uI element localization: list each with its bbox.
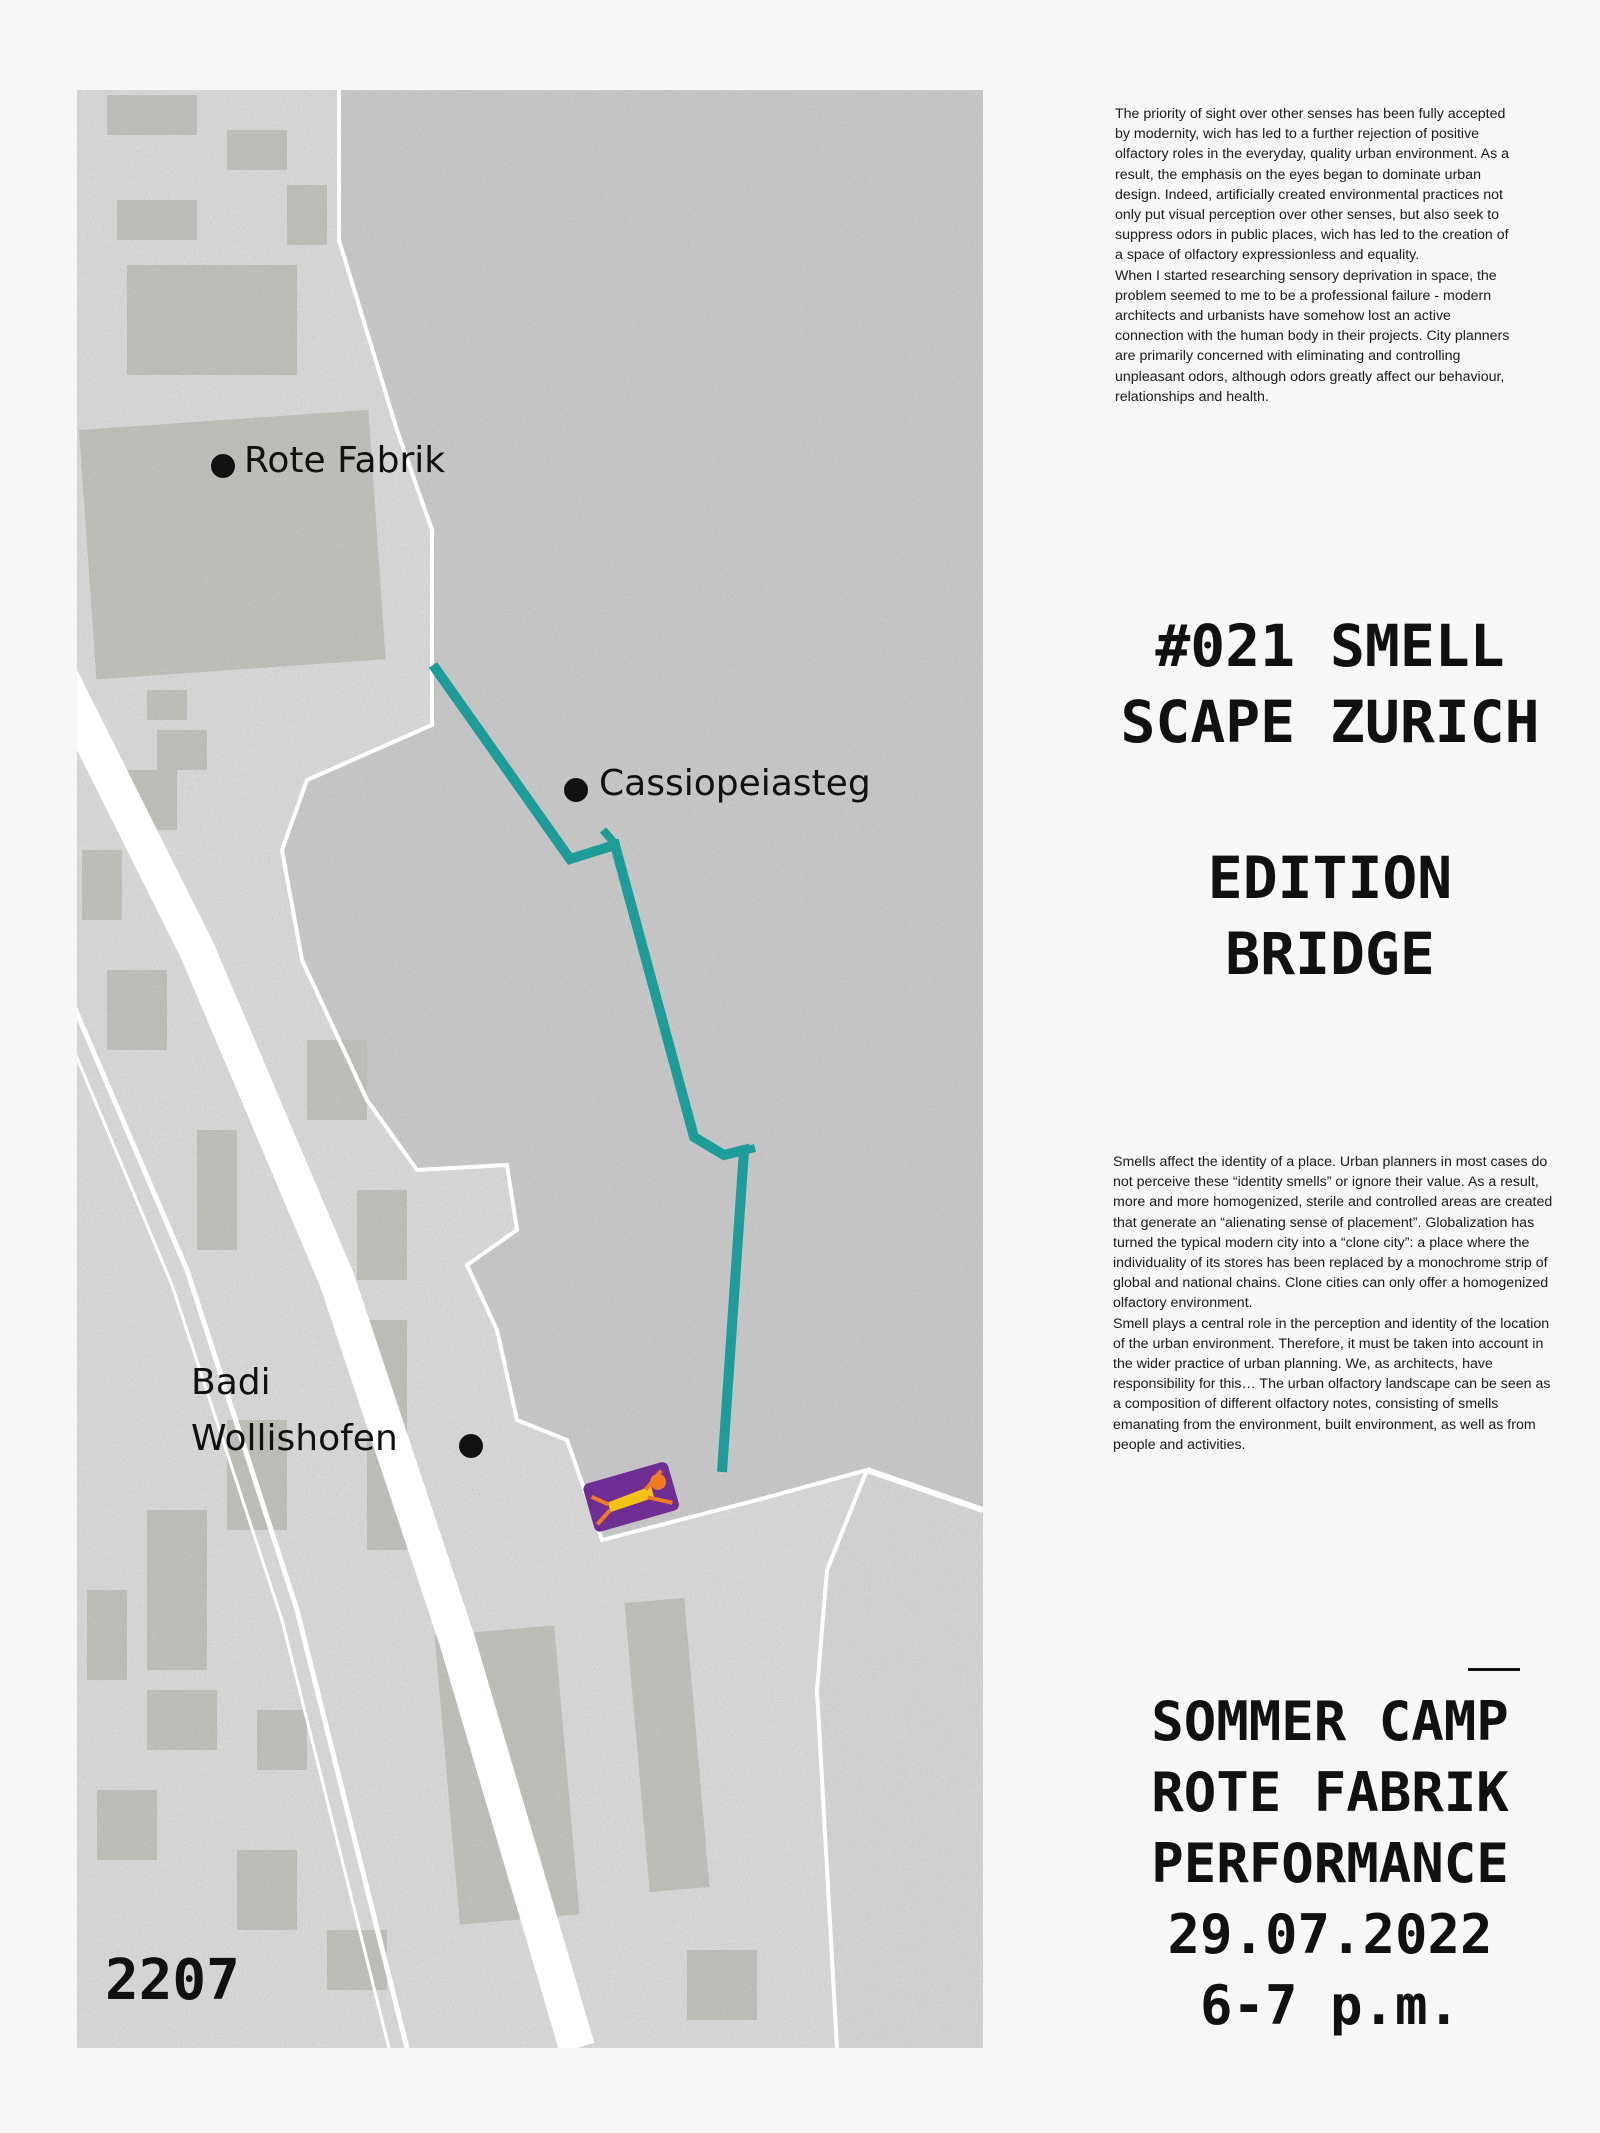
- edition-line-1: EDITION: [1207, 844, 1453, 912]
- intro-paragraph-1: The priority of sight over other senses has been fully accepted by modernity, wich has led to a further rejection of positive olfactory roles in the everyday, quality urban environment. As a result, the emphasis on the eyes began to dominate urban design. Indeed, artificially created environmental practices not only put visual perception over other senses, but also seek to suppress odors in public places, wich has led to the creation of a space of olfactory expressionless and equality.: [1115, 106, 1510, 264]
- route-tick-2: [735, 1148, 755, 1153]
- poster-title: [1090, 608, 1570, 760]
- intro-paragraph-2: When I started researching sensory deprivation in space, the problem seemed to me to be a professional failure - modern architects and urbanists have somehow lost an active connection with the human body in their projects. City planners are primarily concerned with eliminating and controlling unpleasant odors, although odors greatly affect our behaviour, relationships and health.: [1115, 267, 1510, 405]
- event-divider: [1468, 1668, 1520, 1671]
- edition-title: [1090, 840, 1570, 992]
- event-info: [1110, 1686, 1550, 2041]
- map-id-number: 2207: [105, 1948, 240, 2013]
- event-line-1: SOMMER CAMP: [1151, 1690, 1509, 1753]
- marker-badi-wollishofen: [459, 1434, 483, 1458]
- label-badi-line1: Badi: [191, 1362, 271, 1403]
- marker-rote-fabrik: [211, 454, 235, 478]
- event-line-3: PERFORMANCE: [1151, 1832, 1509, 1895]
- title-line-1: #021 SMELL: [1155, 612, 1505, 680]
- identity-paragraph-2: Smell plays a central role in the perception and identity of the location of the urban environment. Therefore, it must be taken into account in the wider practice of urban planning. We, as architects, have responsibility for this… The urban olfactory landscape can be seen as a composition of different olfactory notes, consisting of smells emanating from the environment, built environment, as well as from people and activities.: [1113, 1315, 1551, 1453]
- intro-text: [1115, 104, 1510, 407]
- identity-paragraph-1: Smells affect the identity of a place. Urban planners in most cases do not perceive these “identity smells” or ignore their value. As a result, more and more homogenized, sterile and controlled areas are created that generate an “alienating sense of placement”. Globalization has turned the typical modern city into a “clone city”: a place where the individuality of its stores has been replaced by a monochrome strip of global and national chains. Clone cities can only offer a homogenized olfactory environment.: [1113, 1154, 1553, 1312]
- identity-text: [1113, 1152, 1553, 1455]
- edition-line-2: BRIDGE: [1225, 920, 1435, 988]
- label-badi-line2: Wollishofen: [191, 1418, 398, 1459]
- map-texture: [77, 90, 983, 2048]
- event-date: 29.07.2022: [1167, 1903, 1493, 1966]
- event-time: 6-7 p.m.: [1199, 1974, 1461, 2037]
- label-rote-fabrik: Rote Fabrik: [244, 440, 446, 481]
- map-graphic: [77, 90, 983, 2048]
- marker-cassiopeiasteg: [564, 778, 588, 802]
- map-panel: [77, 90, 983, 2048]
- label-cassiopeiasteg: Cassiopeiasteg: [599, 763, 871, 804]
- title-line-2: SCAPE ZURICH: [1120, 688, 1540, 756]
- event-line-2: ROTE FABRIK: [1151, 1761, 1509, 1824]
